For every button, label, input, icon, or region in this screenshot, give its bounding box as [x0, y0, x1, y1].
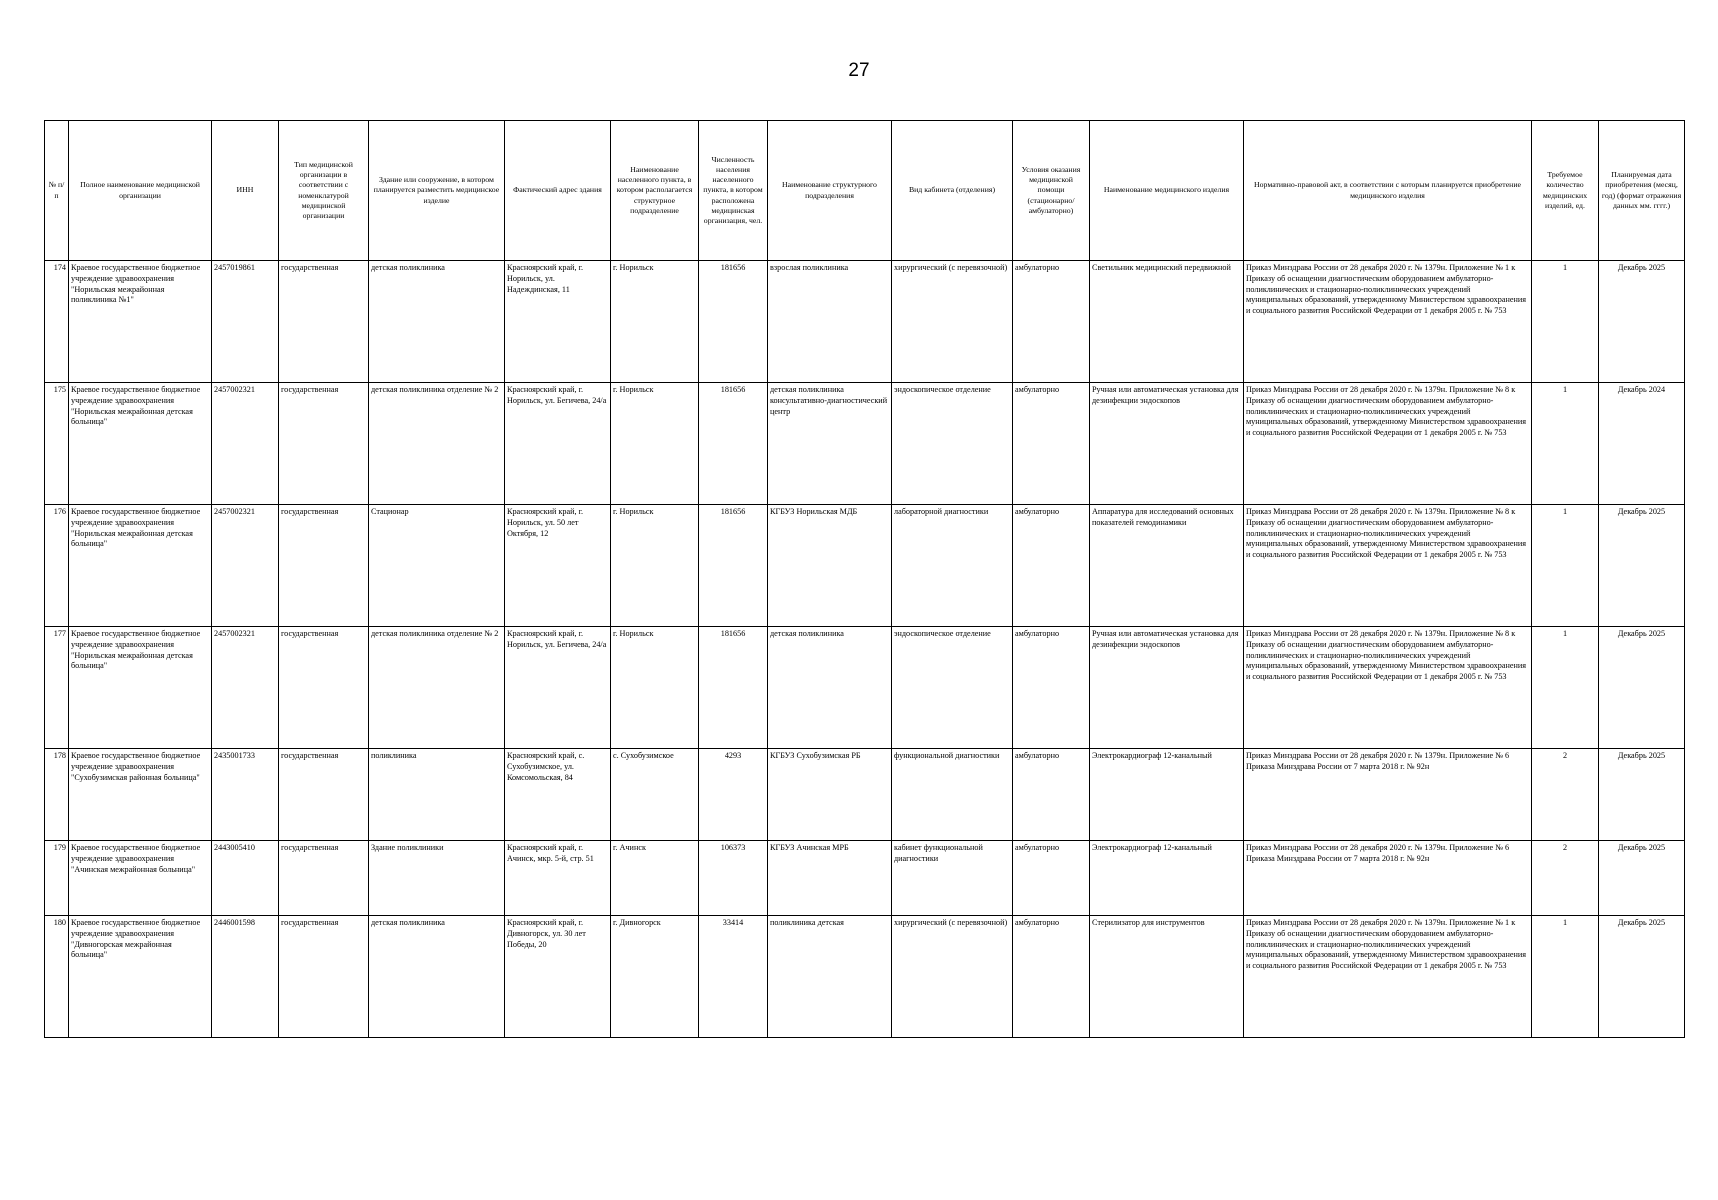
legal-act: Приказ Минздрава России от 28 декабря 2020 г. № 1379н. Приложение № 6 Приказа Минздрава России от 7 марта 2018 г. № 92н: [1244, 749, 1532, 841]
column-header: Условия оказания медицинской помощи (стационарно/ амбулаторно): [1013, 121, 1090, 261]
inn: 2457002321: [212, 383, 279, 505]
structural-unit: поликлиника детская: [768, 916, 892, 1038]
address: Красноярский край, г. Ачинск, мкр. 5-й, стр. 51: [505, 841, 611, 916]
column-header: ИНН: [212, 121, 279, 261]
row-number: 180: [45, 916, 69, 1038]
cabinet-type: кабинет функциональной диагностики: [892, 841, 1013, 916]
cabinet-type: эндоскопическое отделение: [892, 627, 1013, 749]
organization-type: государственная: [279, 505, 369, 627]
quantity: 2: [1532, 841, 1599, 916]
organization-name: Краевое государственное бюджетное учреждение здравоохранения "Ачинская межрайонная больница": [69, 841, 212, 916]
locality: г. Дивногорск: [611, 916, 699, 1038]
organization-name: Краевое государственное бюджетное учреждение здравоохранения "Норильская межрайонная детская больница": [69, 627, 212, 749]
care-conditions: амбулаторно: [1013, 916, 1090, 1038]
building: детская поликлиника отделение № 2: [369, 627, 505, 749]
population: 106373: [699, 841, 768, 916]
table-header-row: [45, 121, 1685, 261]
quantity: 2: [1532, 749, 1599, 841]
inn: 2457019861: [212, 261, 279, 383]
row-number: 175: [45, 383, 69, 505]
locality: г. Норильск: [611, 627, 699, 749]
structural-unit: КГБУЗ Сухобузимская РБ: [768, 749, 892, 841]
building: детская поликлиника: [369, 916, 505, 1038]
table-row: [45, 916, 1685, 1038]
structural-unit: КГБУЗ Норильская МДБ: [768, 505, 892, 627]
locality: г. Норильск: [611, 383, 699, 505]
column-header: № п/п: [45, 121, 69, 261]
locality: с. Сухобузимское: [611, 749, 699, 841]
row-number: 174: [45, 261, 69, 383]
device-name: Электрокардиограф 12-канальный: [1090, 749, 1244, 841]
planned-date: Декабрь 2025: [1599, 627, 1685, 749]
page-number: 27: [848, 60, 870, 81]
building: Здание поликлиники: [369, 841, 505, 916]
organization-type: государственная: [279, 916, 369, 1038]
table-row: [45, 261, 1685, 383]
organization-type: государственная: [279, 841, 369, 916]
legal-act: Приказ Минздрава России от 28 декабря 2020 г. № 1379н. Приложение № 6 Приказа Минздрава России от 7 марта 2018 г. № 92н: [1244, 841, 1532, 916]
organization-type: государственная: [279, 627, 369, 749]
care-conditions: амбулаторно: [1013, 383, 1090, 505]
quantity: 1: [1532, 916, 1599, 1038]
building: поликлиника: [369, 749, 505, 841]
care-conditions: амбулаторно: [1013, 627, 1090, 749]
quantity: 1: [1532, 261, 1599, 383]
structural-unit: детская поликлиника: [768, 627, 892, 749]
address: Красноярский край, г. Норильск, ул. 50 лет Октября, 12: [505, 505, 611, 627]
column-header: Наименование медицинского изделия: [1090, 121, 1244, 261]
organization-name: Краевое государственное бюджетное учреждение здравоохранения "Дивногорская межрайонная больница": [69, 916, 212, 1038]
population: 181656: [699, 505, 768, 627]
equipment-table: [44, 120, 1685, 1038]
organization-type: государственная: [279, 749, 369, 841]
table-row: [45, 749, 1685, 841]
device-name: Светильник медицинский передвижной: [1090, 261, 1244, 383]
column-header: Полное наименование медицинской организации: [69, 121, 212, 261]
legal-act: Приказ Минздрава России от 28 декабря 2020 г. № 1379н. Приложение № 1 к Приказу об оснащении диагностическим оборудованием амбулаторно-поликлинических и стационарно-поликлинических учреждений муниципальных образований, утвержденному Министерством здравоохранения и социального развития Российской Федерации от 1 декабря 2005 г. № 753: [1244, 916, 1532, 1038]
address: Красноярский край, г. Норильск, ул. Бегичева, 24/а: [505, 383, 611, 505]
legal-act: Приказ Минздрава России от 28 декабря 2020 г. № 1379н. Приложение № 1 к Приказу об оснащении диагностическим оборудованием амбулаторно-поликлинических и стационарно-поликлинических учреждений муниципальных образований, утвержденному Министерством здравоохранения и социального развития Российской Федерации от 1 декабря 2005 г. № 753: [1244, 261, 1532, 383]
column-header: Здание или сооружение, в котором планируется разместить медицинское изделие: [369, 121, 505, 261]
device-name: Аппаратура для исследований основных показателей гемодинамики: [1090, 505, 1244, 627]
population: 181656: [699, 261, 768, 383]
legal-act: Приказ Минздрава России от 28 декабря 2020 г. № 1379н. Приложение № 8 к Приказу об оснащении диагностическим оборудованием амбулаторно-поликлинических и стационарно-поликлинических учреждений муниципальных образований, утвержденному Министерством здравоохранения и социального развития Российской Федерации от 1 декабря 2005 г. № 753: [1244, 627, 1532, 749]
organization-type: государственная: [279, 261, 369, 383]
structural-unit: детская поликлиника консультативно-диагностический центр: [768, 383, 892, 505]
column-header: Нормативно-правовой акт, в соответствии с которым планируется приобретение медицинского изделия: [1244, 121, 1532, 261]
planned-date: Декабрь 2025: [1599, 841, 1685, 916]
organization-name: Краевое государственное бюджетное учреждение здравоохранения "Сухобузимская районная больница": [69, 749, 212, 841]
population: 4293: [699, 749, 768, 841]
column-header: Планируемая дата приобретения (месяц, год) (формат отражения данных мм. гггг.): [1599, 121, 1685, 261]
planned-date: Декабрь 2025: [1599, 261, 1685, 383]
address: Красноярский край, с. Сухобузимское, ул. Комсомольская, 84: [505, 749, 611, 841]
legal-act: Приказ Минздрава России от 28 декабря 2020 г. № 1379н. Приложение № 8 к Приказу об оснащении диагностическим оборудованием амбулаторно-поликлинических и стационарно-поликлинических учреждений муниципальных образований, утвержденному Министерством здравоохранения и социального развития Российской Федерации от 1 декабря 2005 г. № 753: [1244, 505, 1532, 627]
address: Красноярский край, г. Норильск, ул. Надеждинская, 11: [505, 261, 611, 383]
population: 181656: [699, 383, 768, 505]
locality: г. Ачинск: [611, 841, 699, 916]
legal-act: Приказ Минздрава России от 28 декабря 2020 г. № 1379н. Приложение № 8 к Приказу об оснащении диагностическим оборудованием амбулаторно-поликлинических и стационарно-поликлинических учреждений муниципальных образований, утвержденному Министерством здравоохранения и социального развития Российской Федерации от 1 декабря 2005 г. № 753: [1244, 383, 1532, 505]
device-name: Стерилизатор для инструментов: [1090, 916, 1244, 1038]
population: 33414: [699, 916, 768, 1038]
building: Стационар: [369, 505, 505, 627]
locality: г. Норильск: [611, 261, 699, 383]
care-conditions: амбулаторно: [1013, 749, 1090, 841]
building: детская поликлиника отделение № 2: [369, 383, 505, 505]
table-row: [45, 627, 1685, 749]
organization-name: Краевое государственное бюджетное учреждение здравоохранения "Норильская межрайонная детская больница": [69, 505, 212, 627]
quantity: 1: [1532, 627, 1599, 749]
column-header: Численность населения населенного пункта, в котором расположена медицинская организация, чел.: [699, 121, 768, 261]
planned-date: Декабрь 2025: [1599, 916, 1685, 1038]
cabinet-type: эндоскопическое отделение: [892, 383, 1013, 505]
inn: 2457002321: [212, 505, 279, 627]
address: Красноярский край, г. Норильск, ул. Бегичева, 24/а: [505, 627, 611, 749]
structural-unit: взрослая поликлиника: [768, 261, 892, 383]
organization-name: Краевое государственное бюджетное учреждение здравоохранения "Норильская межрайонная детская больница": [69, 383, 212, 505]
structural-unit: КГБУЗ Ачинская МРБ: [768, 841, 892, 916]
column-header: Требуемое количество медицинских изделий, ед.: [1532, 121, 1599, 261]
cabinet-type: функциональной диагностики: [892, 749, 1013, 841]
cabinet-type: хирургический (с перевязочной): [892, 916, 1013, 1038]
row-number: 178: [45, 749, 69, 841]
inn: 2457002321: [212, 627, 279, 749]
locality: г. Норильск: [611, 505, 699, 627]
table-row: [45, 383, 1685, 505]
quantity: 1: [1532, 505, 1599, 627]
column-header: Тип медицинской организации в соответствии с номенклатурой медицинской организации: [279, 121, 369, 261]
planned-date: Декабрь 2024: [1599, 383, 1685, 505]
population: 181656: [699, 627, 768, 749]
cabinet-type: лабораторной диагностики: [892, 505, 1013, 627]
organization-type: государственная: [279, 383, 369, 505]
address: Красноярский край, г. Дивногорск, ул. 30 лет Победы, 20: [505, 916, 611, 1038]
building: детская поликлиника: [369, 261, 505, 383]
column-header: Наименование населенного пункта, в котором располагается структурное подразделение: [611, 121, 699, 261]
column-header: Наименование структурного подразделения: [768, 121, 892, 261]
inn: 2443005410: [212, 841, 279, 916]
planned-date: Декабрь 2025: [1599, 505, 1685, 627]
column-header: Фактический адрес здания: [505, 121, 611, 261]
cabinet-type: хирургический (с перевязочной): [892, 261, 1013, 383]
table-row: [45, 841, 1685, 916]
planned-date: Декабрь 2025: [1599, 749, 1685, 841]
organization-name: Краевое государственное бюджетное учреждение здравоохранения "Норильская межрайонная поликлиника №1": [69, 261, 212, 383]
care-conditions: амбулаторно: [1013, 841, 1090, 916]
row-number: 176: [45, 505, 69, 627]
table-row: [45, 505, 1685, 627]
quantity: 1: [1532, 383, 1599, 505]
inn: 2446001598: [212, 916, 279, 1038]
device-name: Электрокардиограф 12-канальный: [1090, 841, 1244, 916]
care-conditions: амбулаторно: [1013, 505, 1090, 627]
care-conditions: амбулаторно: [1013, 261, 1090, 383]
device-name: Ручная или автоматическая установка для дезинфекции эндоскопов: [1090, 627, 1244, 749]
row-number: 177: [45, 627, 69, 749]
device-name: Ручная или автоматическая установка для дезинфекции эндоскопов: [1090, 383, 1244, 505]
column-header: Вид кабинета (отделения): [892, 121, 1013, 261]
row-number: 179: [45, 841, 69, 916]
inn: 2435001733: [212, 749, 279, 841]
